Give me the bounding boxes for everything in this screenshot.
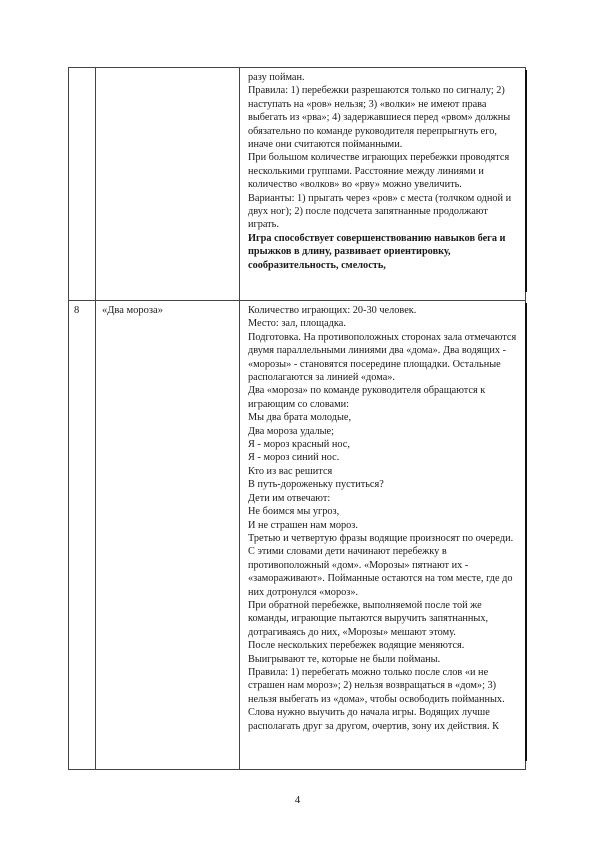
text-frame-edge — [525, 70, 527, 292]
description-line: дотрагиваясь до них, «Морозы» мешают этому. — [248, 626, 456, 638]
description-line: играть. — [248, 219, 279, 231]
description-line: располагаются за линией «дома». — [248, 372, 395, 384]
table-row — [69, 68, 526, 301]
description-line: Правила: 1) перебежки разрешаются только по сигналу; 2) — [248, 85, 505, 97]
description-line: Подготовка. На противоположных сторонах зала отмечаются — [248, 331, 517, 343]
description-line: Слова нужно выучить до начала игры. Водящих лучше — [248, 707, 490, 719]
description-line: играющим со словами: — [248, 398, 350, 410]
description-line: Выигрывают те, которые не были пойманы. — [248, 653, 441, 665]
benefit-line: прыжков в длину, развивает ориентировку, — [248, 246, 451, 258]
description-line: После нескольких перебежек водящие меняются. — [248, 640, 465, 652]
game-name-cell — [96, 68, 240, 301]
games-table — [68, 67, 526, 770]
poem-line: Два мороза удалые; — [248, 425, 334, 437]
description-line: разу пойман. — [248, 72, 305, 83]
description-line: выбегать из «рва»; 4) задержавшиеся перед «рвом» должны — [248, 112, 511, 124]
game-description-cell — [240, 68, 526, 301]
description-line: Дети им отвечают: — [248, 492, 331, 504]
description-line: Правила: 1) перебегать можно только после слов «и не — [248, 666, 489, 678]
poem-line: Я - мороз красный нос, — [248, 439, 350, 451]
poem-line: Кто из вас решится — [248, 465, 333, 477]
description-line: иначе они считаются пойманными. — [248, 139, 403, 151]
game-name-cell: «Два мороза» — [96, 301, 240, 770]
description-line: Варианты: 1) прыгать через «ров» с места (толчком одной и — [248, 192, 512, 204]
description-line: Два «мороза» по команде руководителя обращаются к — [248, 385, 486, 397]
description-line: обязательно по команде руководителя перепрыгнуть его, — [248, 125, 497, 137]
description-line: несколькими группами. Расстояние между линиями и — [248, 165, 484, 177]
poem-line: Не боимся мы угроз, — [248, 506, 340, 518]
poem-line: Мы два брата молодые, — [248, 412, 352, 424]
row-number-cell — [69, 68, 96, 301]
page-number: 4 — [294, 794, 301, 806]
description-line: противоположный «дом». «Морозы» пятнают их - — [248, 559, 469, 571]
description-line: располагать друг за другом, очертив, зону их действия. К — [248, 720, 500, 732]
description-line: количество «волков» во «рву» можно увеличить. — [248, 179, 462, 191]
benefit-line: сообразительность, смелость, — [248, 259, 386, 271]
poem-line: И не страшен нам мороз. — [248, 519, 358, 531]
poem-line: В путь-дороженьку пуститься? — [248, 479, 384, 491]
description-line: Количество играющих: 20-30 человек. — [248, 305, 417, 316]
description-line: них дотронулся «мороз». — [248, 586, 359, 598]
description-line: двумя параллельными линиями два «дома». Два водящих - — [248, 345, 507, 357]
description-line: наступать на «ров» нельзя; 3) «волки» не имеют права — [248, 98, 487, 110]
game-description-cell — [240, 301, 526, 770]
description-line: С этими словами дети начинают перебежку в — [248, 546, 447, 558]
row-number-cell: 8 — [69, 301, 96, 770]
description-line: Место: зал, площадка. — [248, 318, 346, 330]
description-line: нельзя выбегать из «дома», чтобы освободить пойманных. — [248, 693, 505, 705]
description-line: «морозы» - становятся посередине площадки. Остальные — [248, 358, 501, 370]
poem-line: Я - мороз синий нос. — [248, 452, 340, 464]
benefit-line: Игра способствует совершенствованию навыков бега и — [248, 232, 506, 244]
description-line: Третью и четвертую фразы водящие произносят по очереди. — [248, 532, 514, 544]
description-line: двух ног); 2) после подсчета запятнанные продолжают — [248, 206, 488, 218]
description-line: При обратной перебежке, выполняемой после той же — [248, 599, 482, 611]
text-frame-edge — [525, 303, 527, 761]
description-line: «замораживают». Пойманные остаются на том месте, где до — [248, 573, 513, 585]
description-line: При большом количестве играющих перебежки проводятся — [248, 152, 510, 164]
description-line: страшен нам мороз»; 2) нельзя возвращаться в «дом»; 3) — [248, 680, 497, 692]
table-row — [69, 301, 526, 770]
description-line: команды, играющие пытаются выручить запятнанных, — [248, 613, 489, 625]
